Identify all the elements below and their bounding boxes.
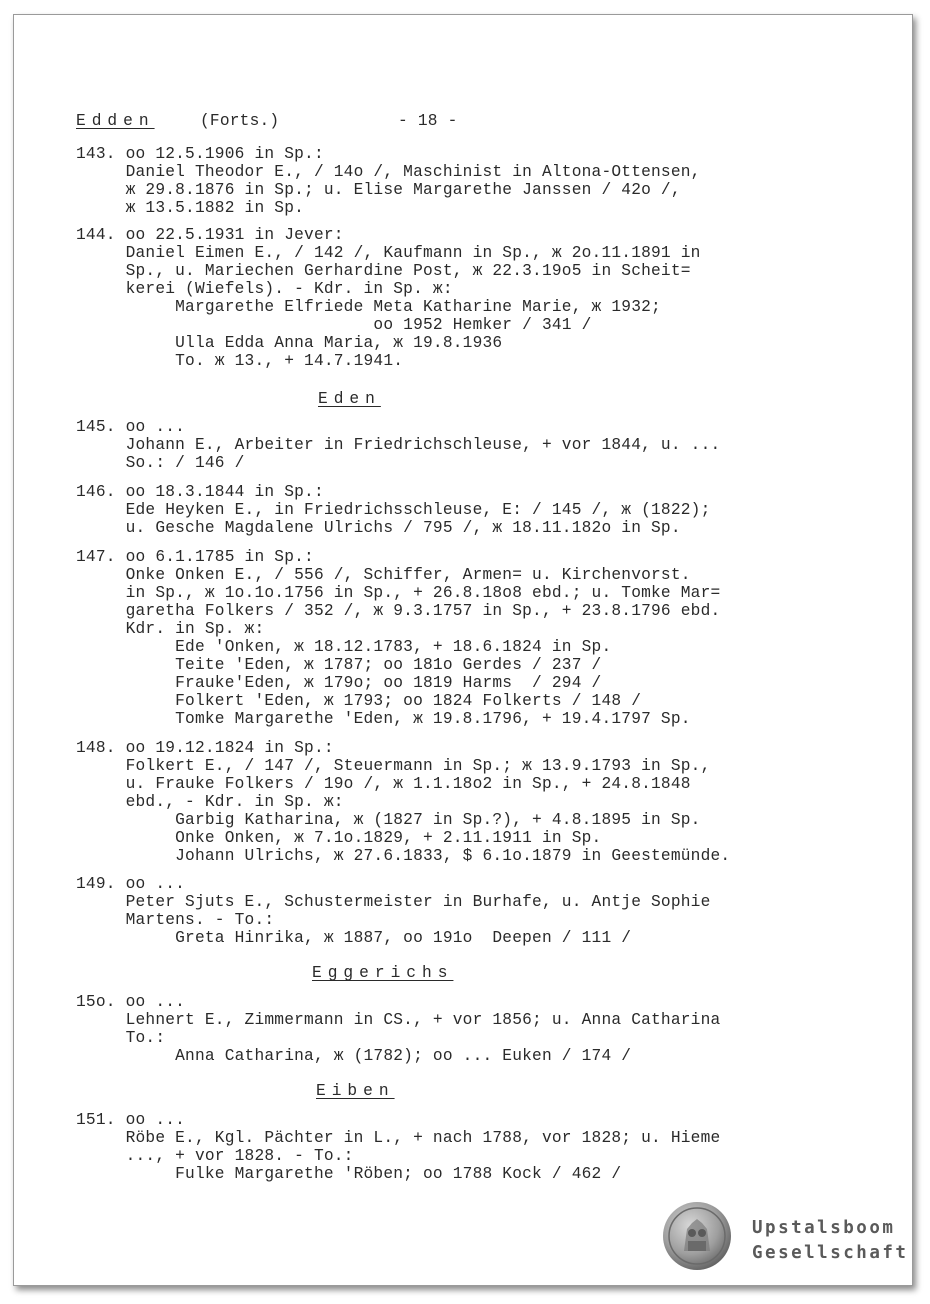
text-line: ж 29.8.1876 in Sp.; u. Elise Margarethe Janssen / 42o /,	[76, 181, 681, 199]
text-line: Folkert 'Eden, ж 1793; oo 1824 Folkerts / 148 /	[76, 692, 642, 710]
text-line: ebd., - Kdr. in Sp. ж:	[76, 793, 344, 811]
page-number: - 18 -	[398, 112, 458, 130]
section-heading: Eden	[318, 390, 381, 408]
text-line: Johann E., Arbeiter in Friedrichschleuse, + vor 1844, u. ...	[76, 436, 721, 454]
text-line: Johann Ulrichs, ж 27.6.1833, $ 6.1o.1879 in Geestemünde.	[76, 847, 731, 865]
text-line: To.:	[76, 1029, 166, 1047]
text-line: in Sp., ж 1o.1o.1756 in Sp., + 26.8.18o8 ebd.; u. Tomke Mar=	[76, 584, 721, 602]
text-line: 148. oo 19.12.1824 in Sp.:	[76, 739, 334, 757]
text-line: Teite 'Eden, ж 1787; oo 181o Gerdes / 237 /	[76, 656, 602, 674]
text-line: Ulla Edda Anna Maria, ж 19.8.1936	[76, 334, 503, 352]
text-line: Daniel Theodor E., / 14o /, Maschinist in Altona-Ottensen,	[76, 163, 701, 181]
text-line: 146. oo 18.3.1844 in Sp.:	[76, 483, 324, 501]
text-line: Ede 'Onken, ж 18.12.1783, + 18.6.1824 in Sp.	[76, 638, 612, 656]
logo-line-1: Upstalsboom	[752, 1218, 896, 1238]
text-line: Sp., u. Mariechen Gerhardine Post, ж 22.3.19o5 in Scheit=	[76, 262, 691, 280]
text-line: Margarethe Elfriede Meta Katharine Marie, ж 1932;	[76, 298, 661, 316]
text-line: Kdr. in Sp. ж:	[76, 620, 265, 638]
text-line: To. ж 13., + 14.7.1941.	[76, 352, 404, 370]
text-line: ж 13.5.1882 in Sp.	[76, 199, 305, 217]
text-line: 147. oo 6.1.1785 in Sp.:	[76, 548, 314, 566]
section-heading: Eggerichs	[312, 964, 454, 982]
continuation-note: (Forts.)	[200, 112, 280, 130]
text-line: garetha Folkers / 352 /, ж 9.3.1757 in Sp., + 23.8.1796 ebd.	[76, 602, 721, 620]
text-line: 15o. oo ...	[76, 993, 186, 1011]
text-line: u. Gesche Magdalene Ulrichs / 795 /, ж 18.11.182o in Sp.	[76, 519, 681, 537]
text-line: Lehnert E., Zimmermann in CS., + vor 1856; u. Anna Catharina	[76, 1011, 721, 1029]
seal-icon	[662, 1201, 732, 1271]
text-line: 151. oo ...	[76, 1111, 186, 1129]
text-line: Frauke'Eden, ж 179o; oo 1819 Harms / 294 /	[76, 674, 602, 692]
text-line: Daniel Eimen E., / 142 /, Kaufmann in Sp., ж 2o.11.1891 in	[76, 244, 701, 262]
text-line: Garbig Katharina, ж (1827 in Sp.?), + 4.8.1895 in Sp.	[76, 811, 701, 829]
text-line: Fulke Margarethe 'Röben; oo 1788 Kock / 462 /	[76, 1165, 622, 1183]
text-line: Anna Catharina, ж (1782); oo ... Euken / 174 /	[76, 1047, 632, 1065]
text-line: Tomke Margarethe 'Eden, ж 19.8.1796, + 19.4.1797 Sp.	[76, 710, 691, 728]
text-line: 143. oo 12.5.1906 in Sp.:	[76, 145, 324, 163]
text-line: Martens. - To.:	[76, 911, 275, 929]
logo-line-2: Gesellschaft	[752, 1243, 909, 1263]
text-line: Greta Hinrika, ж 1887, oo 191o Deepen / 111 /	[76, 929, 632, 947]
text-line: ..., + vor 1828. - To.:	[76, 1147, 354, 1165]
text-line: Onke Onken E., / 556 /, Schiffer, Armen= u. Kirchenvorst.	[76, 566, 691, 584]
text-line: Peter Sjuts E., Schustermeister in Burhafe, u. Antje Sophie	[76, 893, 711, 911]
section-heading: Eiben	[316, 1082, 395, 1100]
text-line: oo 1952 Hemker / 341 /	[76, 316, 592, 334]
text-line: Onke Onken, ж 7.1o.1829, + 2.11.1911 in Sp.	[76, 829, 602, 847]
text-line: Ede Heyken E., in Friedrichsschleuse, E: / 145 /, ж (1822);	[76, 501, 711, 519]
text-line: 145. oo ...	[76, 418, 186, 436]
family-heading: Edden	[76, 112, 155, 130]
text-line: 144. oo 22.5.1931 in Jever:	[76, 226, 344, 244]
text-line: So.: / 146 /	[76, 454, 245, 472]
text-line: 149. oo ...	[76, 875, 186, 893]
text-line: kerei (Wiefels). - Kdr. in Sp. ж:	[76, 280, 453, 298]
text-line: u. Frauke Folkers / 19o /, ж 1.1.18o2 in Sp., + 24.8.1848	[76, 775, 691, 793]
text-line: Röbe E., Kgl. Pächter in L., + nach 1788, vor 1828; u. Hieme	[76, 1129, 721, 1147]
text-line: Folkert E., / 147 /, Steuermann in Sp.; ж 13.9.1793 in Sp.,	[76, 757, 711, 775]
